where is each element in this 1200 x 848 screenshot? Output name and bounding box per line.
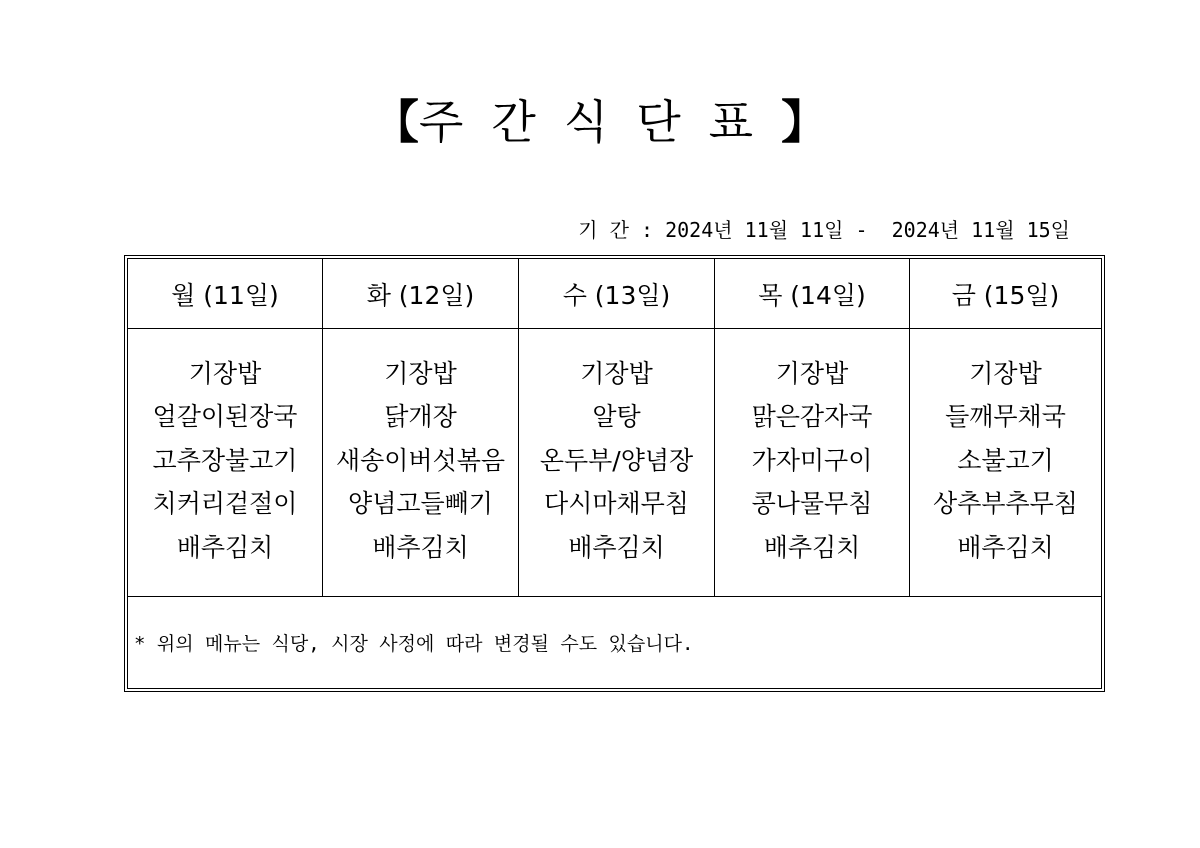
dish-item: 기장밥 — [775, 358, 849, 388]
dish-item: 배추김치 — [957, 532, 1054, 562]
dish-item: 가자미구이 — [751, 445, 873, 475]
menu-period: 기 간 : 2024년 11월 11일 - 2024년 11월 15일 — [578, 218, 1070, 242]
day-header-mon: 월 (11일) — [128, 259, 323, 329]
dish-item: 들깨무채국 — [945, 402, 1066, 432]
day-header-wed: 수 (13일) — [519, 259, 715, 329]
day-header-fri: 금 (15일) — [910, 259, 1101, 329]
dish-item: 기장밥 — [188, 358, 262, 388]
weekly-menu-table — [124, 255, 1105, 692]
title-close-bracket: 】 — [781, 95, 828, 149]
menu-change-note: * 위의 메뉴는 식당, 시장 사정에 따라 변경될 수도 있습니다. — [134, 633, 694, 655]
dish-item: 치커리겉절이 — [152, 489, 298, 519]
dish-item: 얼갈이된장국 — [152, 402, 298, 432]
dish-item: 새송이버섯볶음 — [335, 445, 506, 475]
dish-item: 배추김치 — [568, 532, 665, 562]
dish-item: 콩나물무침 — [751, 489, 873, 519]
day-menu-wed — [519, 329, 715, 597]
dish-item: 닭개장 — [384, 402, 457, 432]
day-menu-fri — [910, 329, 1101, 597]
dish-item: 고추장불고기 — [152, 445, 298, 475]
dish-item: 양념고들빼기 — [348, 489, 493, 519]
day-menu-mon — [128, 329, 323, 597]
dish-item: 배추김치 — [372, 532, 469, 562]
day-header-thu: 목 (14일) — [715, 259, 910, 329]
dish-item: 소불고기 — [957, 445, 1054, 475]
dish-item: 온두부/양념장 — [539, 445, 694, 475]
title-open-bracket: 【 — [372, 95, 419, 149]
dish-item: 배추김치 — [763, 532, 861, 562]
dish-item: 다시마채무침 — [544, 489, 689, 519]
dish-item: 배추김치 — [176, 532, 274, 562]
menu-grid — [127, 258, 1102, 689]
dish-item: 기장밥 — [384, 358, 457, 388]
title-text: 주간식단표 — [418, 95, 782, 149]
page-title — [0, 92, 1200, 152]
dish-item: 기장밥 — [580, 358, 653, 388]
day-menu-tue — [323, 329, 519, 597]
day-header-tue: 화 (12일) — [323, 259, 519, 329]
dish-item: 상추부추무침 — [933, 489, 1078, 519]
dish-item: 기장밥 — [969, 358, 1042, 388]
dish-item: 맑은감자국 — [751, 402, 873, 432]
dish-item: 알탕 — [592, 402, 641, 432]
day-menu-thu — [715, 329, 910, 597]
